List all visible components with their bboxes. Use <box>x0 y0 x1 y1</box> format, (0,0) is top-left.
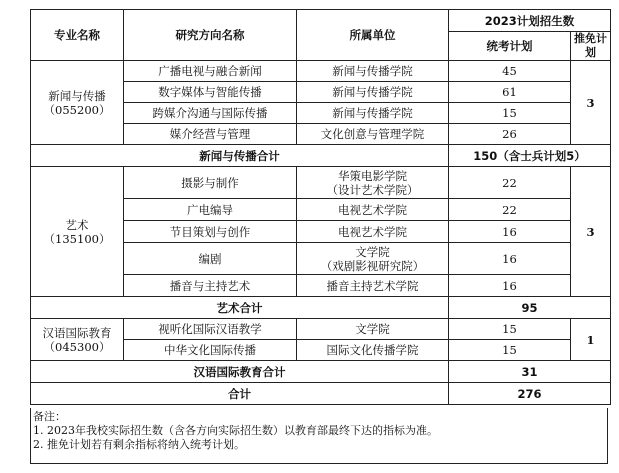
admissions-table <box>30 9 611 405</box>
unit-cell: 文化创意与管理学院 <box>297 124 449 145</box>
notes-box <box>30 408 608 464</box>
count-cell: 15 <box>449 103 571 124</box>
header-major: 专业名称 <box>31 10 124 61</box>
count-cell: 16 <box>449 243 571 275</box>
count-cell: 26 <box>449 124 571 145</box>
unit-cell: 电视艺术学院 <box>297 199 449 221</box>
count-cell: 22 <box>449 199 571 221</box>
unit-cell: 新闻与传播学院 <box>297 61 449 82</box>
direction-cell: 数字媒体与智能传播 <box>124 82 297 103</box>
table-row <box>31 167 611 199</box>
grand-total-row <box>31 383 611 405</box>
subtotal-label: 艺术合计 <box>31 297 449 319</box>
unit-cell: 国际文化传播学院 <box>297 340 449 361</box>
table-row <box>31 61 611 82</box>
subtotal-row <box>31 361 611 383</box>
direction-cell: 中华文化国际传播 <box>124 340 297 361</box>
subtotal-value: 150（含士兵计划5） <box>449 145 611 167</box>
major-name: 汉语国际教育 <box>42 325 112 340</box>
subtotal-row <box>31 145 611 167</box>
major-code: （045300） <box>43 339 111 354</box>
unit-cell: 新闻与传播学院 <box>297 103 449 124</box>
subtotal-label: 汉语国际教育合计 <box>31 361 449 383</box>
header-direction: 研究方向名称 <box>124 10 297 61</box>
notes-line-2: 2. 推免计划若有剩余指标将纳入统考计划。 <box>33 438 245 451</box>
grand-total-label: 合计 <box>31 383 449 405</box>
major-code: （055200） <box>43 102 111 117</box>
unit-line-2: （戏剧影视研究院） <box>320 258 425 273</box>
major-name: 新闻与传播 <box>48 88 106 103</box>
subtotal-label: 新闻与传播合计 <box>31 145 449 167</box>
unit-line-1: 文学院 <box>355 244 390 259</box>
count-cell: 61 <box>449 82 571 103</box>
major-cell <box>31 319 124 361</box>
direction-cell: 播音与主持艺术 <box>124 275 297 297</box>
subtotal-row <box>31 297 611 319</box>
direction-cell: 媒介经营与管理 <box>124 124 297 145</box>
direction-cell: 广播电视与融合新闻 <box>124 61 297 82</box>
recommend-cell: 1 <box>571 319 611 361</box>
count-cell: 15 <box>449 340 571 361</box>
major-code: （135100） <box>43 231 111 246</box>
unit-cell <box>297 167 449 199</box>
subtotal-value: 31 <box>449 361 611 383</box>
unit-cell: 播音主持艺术学院 <box>297 275 449 297</box>
header-recommend: 推免计划 <box>571 32 611 61</box>
count-cell: 22 <box>449 167 571 199</box>
notes-line-1: 1. 2023年我校实际招生数（含各方向实际招生数）以教育部最终下达的指标为准。 <box>33 424 438 437</box>
direction-cell: 广电编导 <box>124 199 297 221</box>
direction-cell: 跨媒介沟通与国际传播 <box>124 103 297 124</box>
unit-cell: 文学院 <box>297 319 449 340</box>
direction-cell: 摄影与制作 <box>124 167 297 199</box>
direction-cell: 编剧 <box>124 243 297 275</box>
unit-line-2: （设计艺术学院） <box>326 182 419 197</box>
notes-title: 备注： <box>33 410 66 423</box>
count-cell: 16 <box>449 221 571 243</box>
count-cell: 45 <box>449 61 571 82</box>
major-cell <box>31 167 124 297</box>
direction-cell: 节目策划与创作 <box>124 221 297 243</box>
header-unit: 所属单位 <box>297 10 449 61</box>
recommend-cell: 3 <box>571 167 611 297</box>
unit-cell: 新闻与传播学院 <box>297 82 449 103</box>
header-plan-2023: 2023计划招生数 <box>449 10 611 32</box>
count-cell: 15 <box>449 319 571 340</box>
direction-cell: 视听化国际汉语教学 <box>124 319 297 340</box>
major-name: 艺术 <box>65 217 89 232</box>
unit-cell <box>297 243 449 275</box>
unit-line-1: 华策电影学院 <box>338 168 407 183</box>
subtotal-value: 95 <box>449 297 611 319</box>
unit-cell: 电视艺术学院 <box>297 221 449 243</box>
count-cell: 16 <box>449 275 571 297</box>
grand-total-value: 276 <box>449 383 611 405</box>
major-cell <box>31 61 124 145</box>
recommend-cell: 3 <box>571 61 611 145</box>
table-row <box>31 319 611 340</box>
header-unified: 统考计划 <box>449 32 571 61</box>
